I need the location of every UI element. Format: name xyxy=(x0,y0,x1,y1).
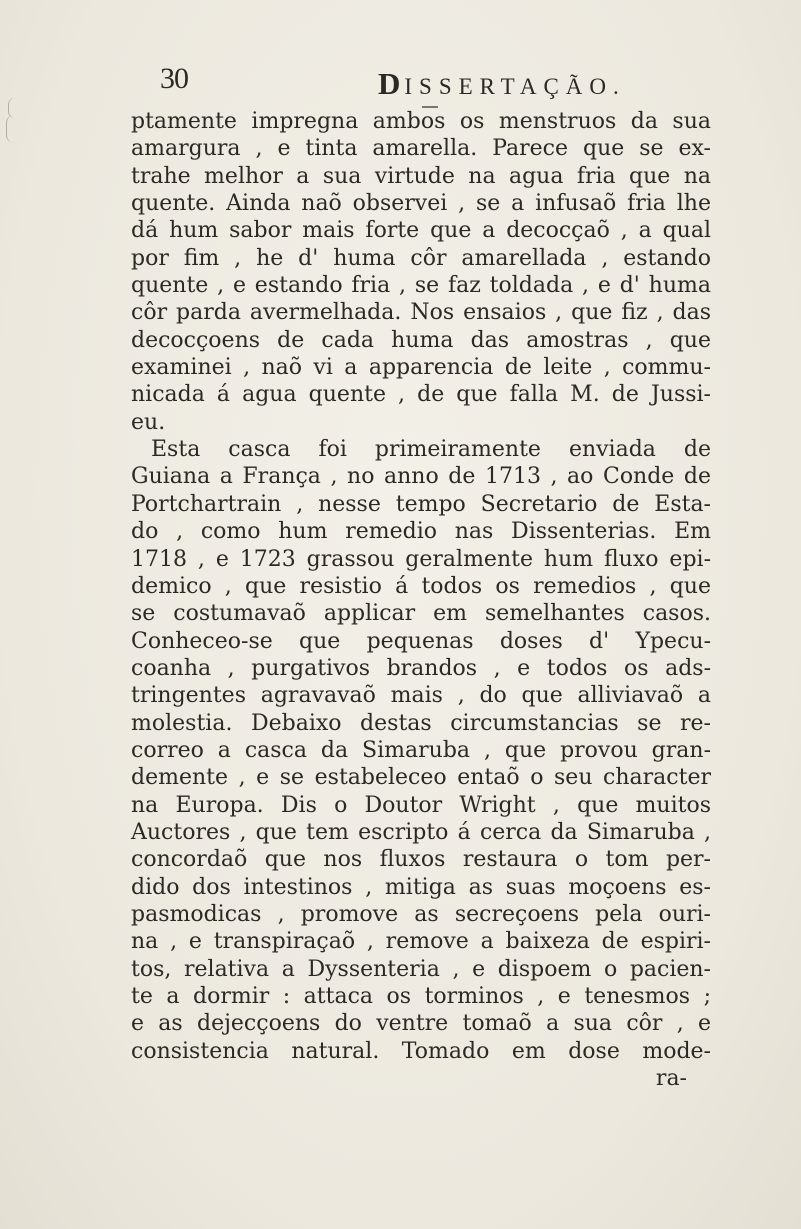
text-line: Auctores , que tem escripto á cerca da Simaruba , xyxy=(131,819,711,845)
text-line: consistencia natural. Tomado em dose mode- xyxy=(131,1038,711,1064)
text-line: dido dos intestinos , mitiga as suas moçoens es- xyxy=(131,874,711,900)
text-line: Guiana a França , no anno de 1713 , ao Conde de xyxy=(131,464,711,490)
text-line: na Europa. Dis o Doutor Wright , que muitos xyxy=(131,792,711,818)
page-number: 30 xyxy=(160,62,188,95)
text-line: Conheceo-se que pequenas doses d' Ypecu- xyxy=(131,628,711,654)
text-line: concordaõ que nos fluxos restaura o tom per- xyxy=(131,847,711,873)
text-line: tos, relativa a Dyssenteria , e dispoem o pacien- xyxy=(131,956,711,982)
catchword: ra- xyxy=(655,1066,687,1092)
text-line: e as dejecçoens do ventre tomaõ a sua côr , e xyxy=(131,1011,711,1037)
text-line: decocçoens de cada huma das amostras , que xyxy=(131,327,711,353)
text-line: demico , que resistio á todos os remedios , que xyxy=(131,573,711,599)
text-line: se costumavaõ applicar em semelhantes casos. xyxy=(131,601,711,627)
text-line: amargura , e tinta amarella. Parece que se ex- xyxy=(131,136,711,162)
running-head-initial: D xyxy=(378,66,405,101)
text-line: tringentes agravavaõ mais , do que alliviavaõ a xyxy=(131,683,711,709)
text-line: ptamente impregna ambos os menstruos da sua xyxy=(131,109,711,134)
page-header xyxy=(160,62,626,102)
text-line: quente. Ainda naõ observei , se a infusaõ fria lhe xyxy=(131,191,711,217)
text-line: quente , e estando fria , se faz toldada , e d' huma xyxy=(131,273,711,299)
text-line: correo a casca da Simaruba , que provou gran- xyxy=(131,737,711,763)
text-line: examinei , naõ vi a apparencia de leite , commu- xyxy=(131,355,711,381)
text-line: por fim , he d' huma côr amarellada , estando xyxy=(131,245,711,271)
text-line: molestia. Debaixo destas circumstancias se re- xyxy=(131,710,711,736)
text-line: na , e transpiraçaõ , remove a baixeza de espiri- xyxy=(131,929,711,955)
text-line: dá hum sabor mais forte que a decocçaõ , a qual xyxy=(131,218,711,244)
text-line: eu. xyxy=(131,409,166,435)
text-line: côr parda avermelhada. Nos ensaios , que fiz , das xyxy=(131,300,711,326)
text-line: Portchartrain , nesse tempo Secretario de Esta- xyxy=(131,491,711,517)
running-head xyxy=(378,66,626,102)
body-text xyxy=(131,108,711,1092)
text-line: trahe melhor a sua virtude na agua fria que na xyxy=(131,163,711,189)
text-line: 1718 , e 1723 grassou geralmente hum fluxo epi- xyxy=(131,546,711,572)
text-line: coanha , purgativos brandos , e todos os ads- xyxy=(131,655,711,681)
text-line: nicada á agua quente , de que falla M. de Jussi- xyxy=(131,382,711,408)
paragraph-start: Esta casca foi primeiramente enviada de xyxy=(151,437,711,463)
text-line: pasmodicas , promove as secreçoens pela ouri- xyxy=(131,901,711,927)
running-head-rest: ISSERTAÇÃO. xyxy=(404,74,626,99)
page-edge-mark-lower xyxy=(6,115,17,143)
text-line: demente , e se estabeleceo entaõ o seu character xyxy=(131,765,711,791)
text-line: te a dormir : attaca os torminos , e tenesmos ; xyxy=(131,984,711,1009)
text-line: do , como hum remedio nas Dissenterias. Em xyxy=(131,519,711,545)
